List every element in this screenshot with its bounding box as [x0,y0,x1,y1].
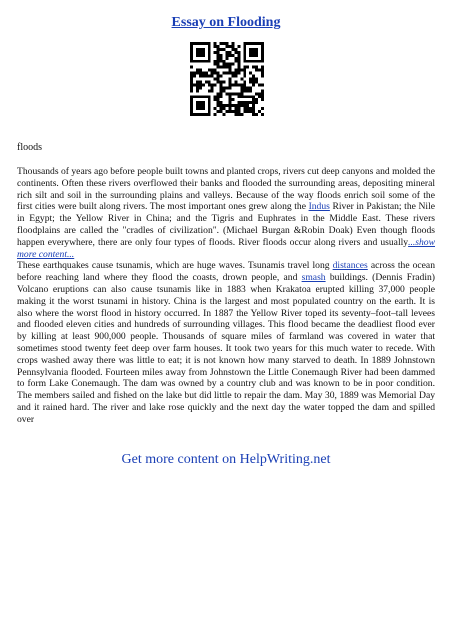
page-title[interactable]: Essay on Flooding [171,15,281,30]
keyword-label: floods [17,142,42,153]
essay-text: Thousands of years ago before people built towns and planted crops, rivers cut deep canyons and molded the continents. Often these rivers overflowed their banks and flooded the surrounding areas, depositing mineral rich silt and soil in the surrounding plains and valleys. Because of the way floods enrich soil some of the first cities were built along rivers. The most important ones grew along the [17,166,435,213]
essay-text: buildings. (Dennis Fradin) Volcano eruptions can also cause tsunamis like in 1883 when Krakatoa erupted killing 37,000 people making it the worst tsunami in history. China is the largest and most populated country on the earth. It is also where the worst flood in history occurred. In 1887 the Yellow River toped its seventy–foot–tall levees and flooded eleven cities and hundreds of surrounding villages. This flood became the deadliest flood ever by killing at least 900,000 people. Thousands of square miles of farmland was covered in water that sometimes stood twenty feet deep over farm houses. It took two years for this much water to recede. With crops washed away there was little to eat; it is not known how many starved to death. In 1889 Johnstown Pennsylvania flooded. Fourteen miles away from Johnstown the Little Conemaugh River had been dammed to form Lake Conemaugh. The dam was owned by a country club and was known to be in poor condition. The members sailed and fished on the lake but did little to repair the dam. May 30, 1889 was Memorial Day and it rained hard. The river and lake rose quickly and the next day the water topped the dam and spilled over [17,272,435,425]
distances-link[interactable]: distances [332,260,368,272]
helpwriting-link[interactable]: Get more content on HelpWriting.net [121,452,331,467]
essay-paragraph-1 [17,166,435,260]
essay-paragraph-2 [17,260,435,425]
qr-code-icon [190,42,264,116]
indus-link[interactable]: Indus [308,201,330,213]
essay-text: across the ocean before reaching land where they flood the coasts, drown people, and [17,260,435,284]
essay-body [17,166,435,426]
smash-link[interactable]: smash [301,272,326,284]
essay-text: River in Pakistan; the Nile in Egypt; the Yellow River in China; and the Tigris and Euphrates in the Middle East. These rivers floodplains are called the "cradles of civilization". (Michael Burgan &Robin Doak) Even though floods happen everywhere, there are only four types of floods. River floods occur along rivers and usually [17,201,435,248]
show-more-link[interactable]: ...show more content... [17,236,435,260]
essay-text: These earthquakes cause tsunamis, which are huge waves. Tsunamis travel long [17,260,333,272]
